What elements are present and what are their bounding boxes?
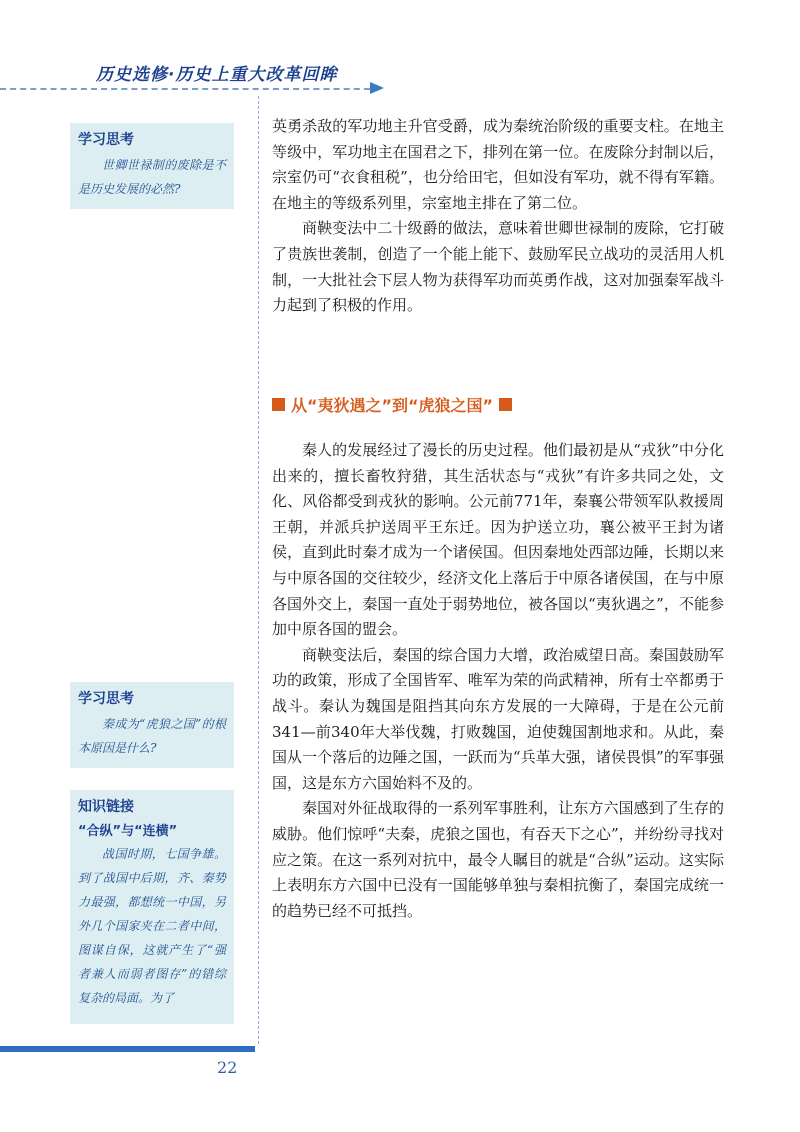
paragraph: 商鞅变法中二十级爵的做法，意味着世卿世禄制的废除，它打破了贵族世袭制，创造了一个能上能下、鼓励军民立战功的灵活用人机制，一大批社会下层人物为获得军功而英勇作战，这对加强秦军战斗力起到了积极的作用。 — [272, 219, 724, 315]
header-title: 历史选修·历史上重大改革回眸 — [96, 65, 338, 85]
box-title: 学习思考 — [78, 132, 134, 148]
paragraph: 英勇杀敌的军功地主升官受爵，成为秦统治阶级的重要支柱。在地主等级中，军功地主在国君之下，排列在第一位。在废除分封制以后，宗室仍可“衣食租税”，也分给田宅，但如没有军功，就不得有军籍。在地主的等级系列里，宗室地主排在了第二位。 — [272, 117, 724, 212]
main-text-upper — [272, 114, 724, 319]
study-think-box-2 — [70, 682, 234, 768]
box-title: 知识链接 — [78, 799, 134, 815]
box-subtitle: “合纵”与“连横” — [78, 824, 178, 839]
box-title: 学习思考 — [78, 691, 134, 707]
square-bullet-icon — [272, 398, 285, 411]
footer-bar — [0, 1046, 255, 1052]
square-bullet-icon — [499, 398, 512, 411]
paragraph: 秦人的发展经过了漫长的历史过程。他们最初是从“戎狄”中分化出来的，擅长畜牧狩猎，其生活状态与“戎狄”有许多共同之处，文化、风俗都受到戎狄的影响。公元前771年，秦襄公带领军队救援周王朝，并派兵护送周平王东迁。因为护送立功，襄公被平王封为诸侯，直到此时秦才成为一个诸侯国。但因秦地处西部边陲，长期以来与中原各国的交往较少，经济文化上落后于中原各诸侯国，在与中原各国外交上，秦国一直处于弱势地位，被各国以“夷狄遇之”，不能参加中原各国的盟会。 — [272, 441, 724, 639]
arrow-icon — [370, 82, 384, 94]
section-heading-text: 从“夷狄遇之”到“虎狼之国” — [291, 396, 494, 415]
box-text: 世卿世禄制的废除是不是历史发展的必然? — [78, 158, 226, 196]
knowledge-link-box — [70, 790, 234, 1024]
header-divider — [0, 88, 380, 90]
box-text: 秦成为“虎狼之国”的根本原因是什么? — [78, 717, 226, 755]
column-divider — [258, 96, 259, 1044]
main-text-lower — [272, 438, 724, 924]
box-text: 战国时期，七国争雄。到了战国中后期，齐、秦势力最强，都想统一中国，另外几个国家夹在二者中间，图谋自保，这就产生了“强者兼人而弱者图存”的错综复杂的局面。为了 — [78, 847, 226, 1005]
page-number: 22 — [217, 1058, 238, 1077]
study-think-box-1 — [70, 123, 234, 209]
section-heading — [272, 393, 512, 416]
paragraph: 商鞅变法后，秦国的综合国力大增，政治威望日高。秦国鼓励军功的政策，形成了全国皆军、唯军为荣的尚武精神，所有士卒都勇于战斗。秦认为魏国是阻挡其向东方发展的一大障碍，于是在公元前341—前340年大举伐魏，打败魏国，迫使魏国割地求和。从此，秦国从一个落后的边陲之国，一跃而为“兵革大强，诸侯畏惧”的军事强国，这是东方六国始料不及的。 — [272, 645, 724, 792]
paragraph: 秦国对外征战取得的一系列军事胜利，让东方六国感到了生存的威胁。他们惊呼“夫秦，虎狼之国也，有吞天下之心”，并纷纷寻找对应之策。在这一系列对抗中，最令人瞩目的就是“合纵”运动。这实际上表明东方六国中已没有一国能够单独与秦相抗衡了，秦国完成统一的趋势已经不可抵挡。 — [272, 799, 724, 920]
